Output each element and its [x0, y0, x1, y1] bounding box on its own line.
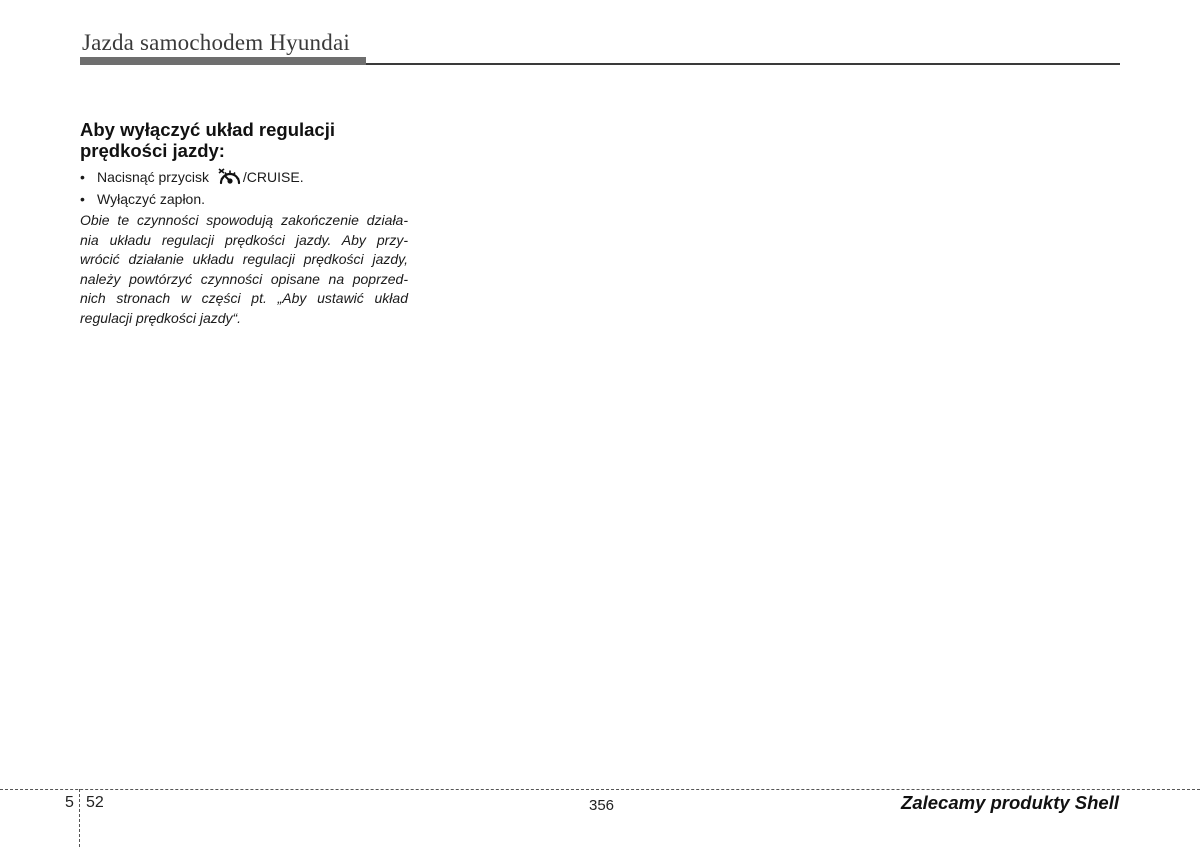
list-item: [80, 188, 410, 210]
page-number: 52: [86, 794, 104, 811]
footer-divider: [0, 789, 1200, 790]
note-line: wrócić działanie układu regulacji prędkości jazdy,: [80, 251, 408, 267]
instruction-text: Nacisnąć przycisk: [97, 169, 210, 185]
note-line: należy powtórzyć czynności opisane na poprzed-: [80, 270, 408, 287]
header-bar: [80, 57, 366, 65]
sequence-number: 356: [589, 797, 615, 814]
chapter-number: 5: [65, 794, 74, 811]
note-paragraph: [80, 211, 408, 328]
list-item: [80, 166, 410, 188]
section-heading: [80, 119, 400, 161]
note-line: nia układu regulacji prędkości jazdy. Aby przy-: [80, 231, 408, 248]
bullet-dot: •: [80, 191, 85, 207]
footer-vertical-divider: [79, 789, 80, 847]
instruction-text-suffix: /CRUISE.: [242, 169, 304, 185]
bullet-dot: •: [80, 169, 85, 185]
page-header-title: Jazda samochodem Hyundai: [82, 30, 350, 55]
section-heading-line-1: Aby wyłączyć układ regulacji: [80, 119, 335, 140]
note-line: Obie te czynności spowodują zakończenie działa-: [80, 212, 408, 228]
instruction-text: Wyłączyć zapłon.: [97, 191, 206, 207]
footer-tagline: Zalecamy produkty Shell: [901, 792, 1119, 813]
instruction-list: [80, 166, 410, 210]
note-line: nich stronach w części pt. „Aby ustawić układ: [80, 290, 408, 306]
header-rule: [366, 63, 1120, 65]
cruise-control-icon: [217, 166, 243, 188]
note-line: regulacji prędkości jazdy“.: [80, 309, 242, 326]
section-heading-line-2: prędkości jazdy:: [80, 140, 225, 161]
